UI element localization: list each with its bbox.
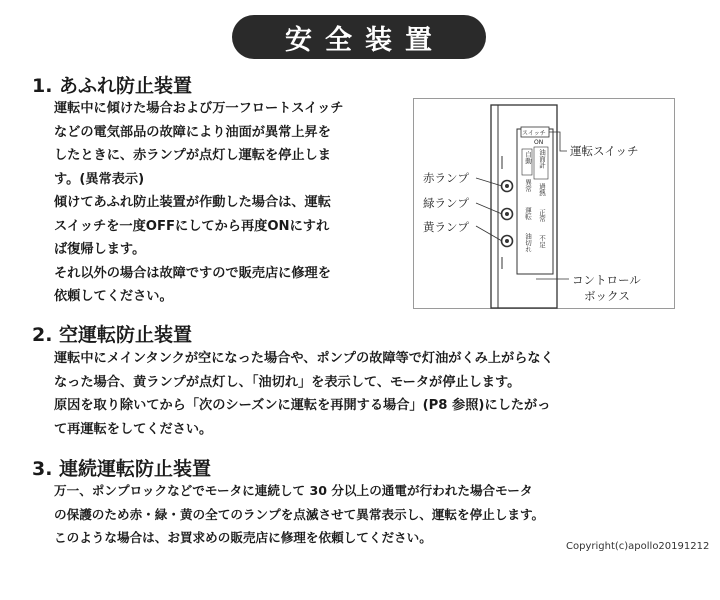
text-line: スイッチを一度OFFにしてから再度ONにすれ bbox=[54, 218, 330, 234]
text-line: それ以外の場合は故障ですので販売店に修理を bbox=[54, 265, 331, 281]
text-line: 運転中に傾けた場合および万一フロートスイッチ bbox=[54, 101, 344, 116]
text-line: 原因を取り除いてから「次のシーズンに運転を再開する場合」(P8 参照)にしたがっ bbox=[54, 398, 551, 413]
lamp-yellow bbox=[502, 236, 513, 247]
page-title: 安全装置 bbox=[232, 15, 486, 59]
panel-indicator-label: 正常 bbox=[538, 209, 546, 222]
text-line: の保護のため赤・緑・黄の全てのランプを点滅させて異常表示し、運転を停止します。 bbox=[54, 506, 545, 522]
control-box-label: ボックス bbox=[584, 289, 630, 303]
text-line: ば復帰します。 bbox=[54, 242, 146, 257]
section-heading-continuous-run-prevention: 3. 連続運転防止装置 bbox=[32, 458, 212, 480]
panel-indicator-label: 異常 bbox=[524, 179, 532, 192]
panel-indicator-label: 過熱 bbox=[538, 183, 546, 196]
panel-indicator-label: 油面計 bbox=[538, 149, 546, 169]
yellow-lamp-label: 黄ランプ bbox=[423, 220, 469, 234]
panel-indicator-label: 自動 bbox=[524, 151, 532, 164]
text-line: このような場合は、お買求めの販売店に修理を依頼してください。 bbox=[54, 530, 432, 545]
text-line: 依頼してください。 bbox=[54, 289, 173, 304]
text-line: なった場合、黄ランプが点灯し、「油切れ」を表示して、モータが停止します。 bbox=[54, 374, 521, 390]
section-heading-overflow-prevention: 1. あふれ防止装置 bbox=[32, 75, 193, 97]
panel-indicator-label: 油切れ bbox=[524, 233, 532, 253]
green-lamp-label: 緑ランプ bbox=[423, 196, 469, 210]
control-box-diagram bbox=[413, 98, 675, 309]
text-line: す。(異常表示) bbox=[54, 171, 145, 187]
copyright-notice: Copyright(c)apollo20191212 bbox=[566, 541, 710, 552]
run-switch-label: 運転スイッチ bbox=[570, 144, 639, 158]
control-box-label: コントロール bbox=[572, 273, 641, 287]
text-line: 万一、ポンプロックなどでモータに連続して 30 分以上の通電が行われた場合モータ bbox=[54, 483, 533, 498]
section-body-continuous-run-prevention bbox=[54, 479, 544, 550]
section-body-overflow-prevention bbox=[54, 97, 343, 309]
text-line: したときに、赤ランプが点灯し運転を停止しま bbox=[54, 148, 331, 163]
lamp-green bbox=[502, 209, 513, 220]
text-line: て再運転をしてください。 bbox=[54, 421, 213, 437]
section-heading-dry-run-prevention: 2. 空運転防止装置 bbox=[32, 324, 193, 346]
panel-indicator-label: 運転 bbox=[524, 207, 532, 220]
panel-indicator-label: 不足 bbox=[538, 235, 546, 248]
section-body-dry-run-prevention bbox=[54, 347, 554, 441]
lamp-red bbox=[502, 181, 513, 192]
text-line: 傾けてあふれ防止装置が作動した場合は、運転 bbox=[54, 195, 331, 210]
text-line: 運転中にメインタンクが空になった場合や、ポンプの故障等で灯油がくみ上がらなく bbox=[54, 351, 554, 366]
panel-switch-label: スイッチ bbox=[522, 130, 546, 137]
red-lamp-label: 赤ランプ bbox=[423, 171, 469, 185]
text-line: などの電気部品の故障により油面が異常上昇を bbox=[54, 124, 331, 140]
panel-on-label: ON bbox=[534, 139, 544, 146]
